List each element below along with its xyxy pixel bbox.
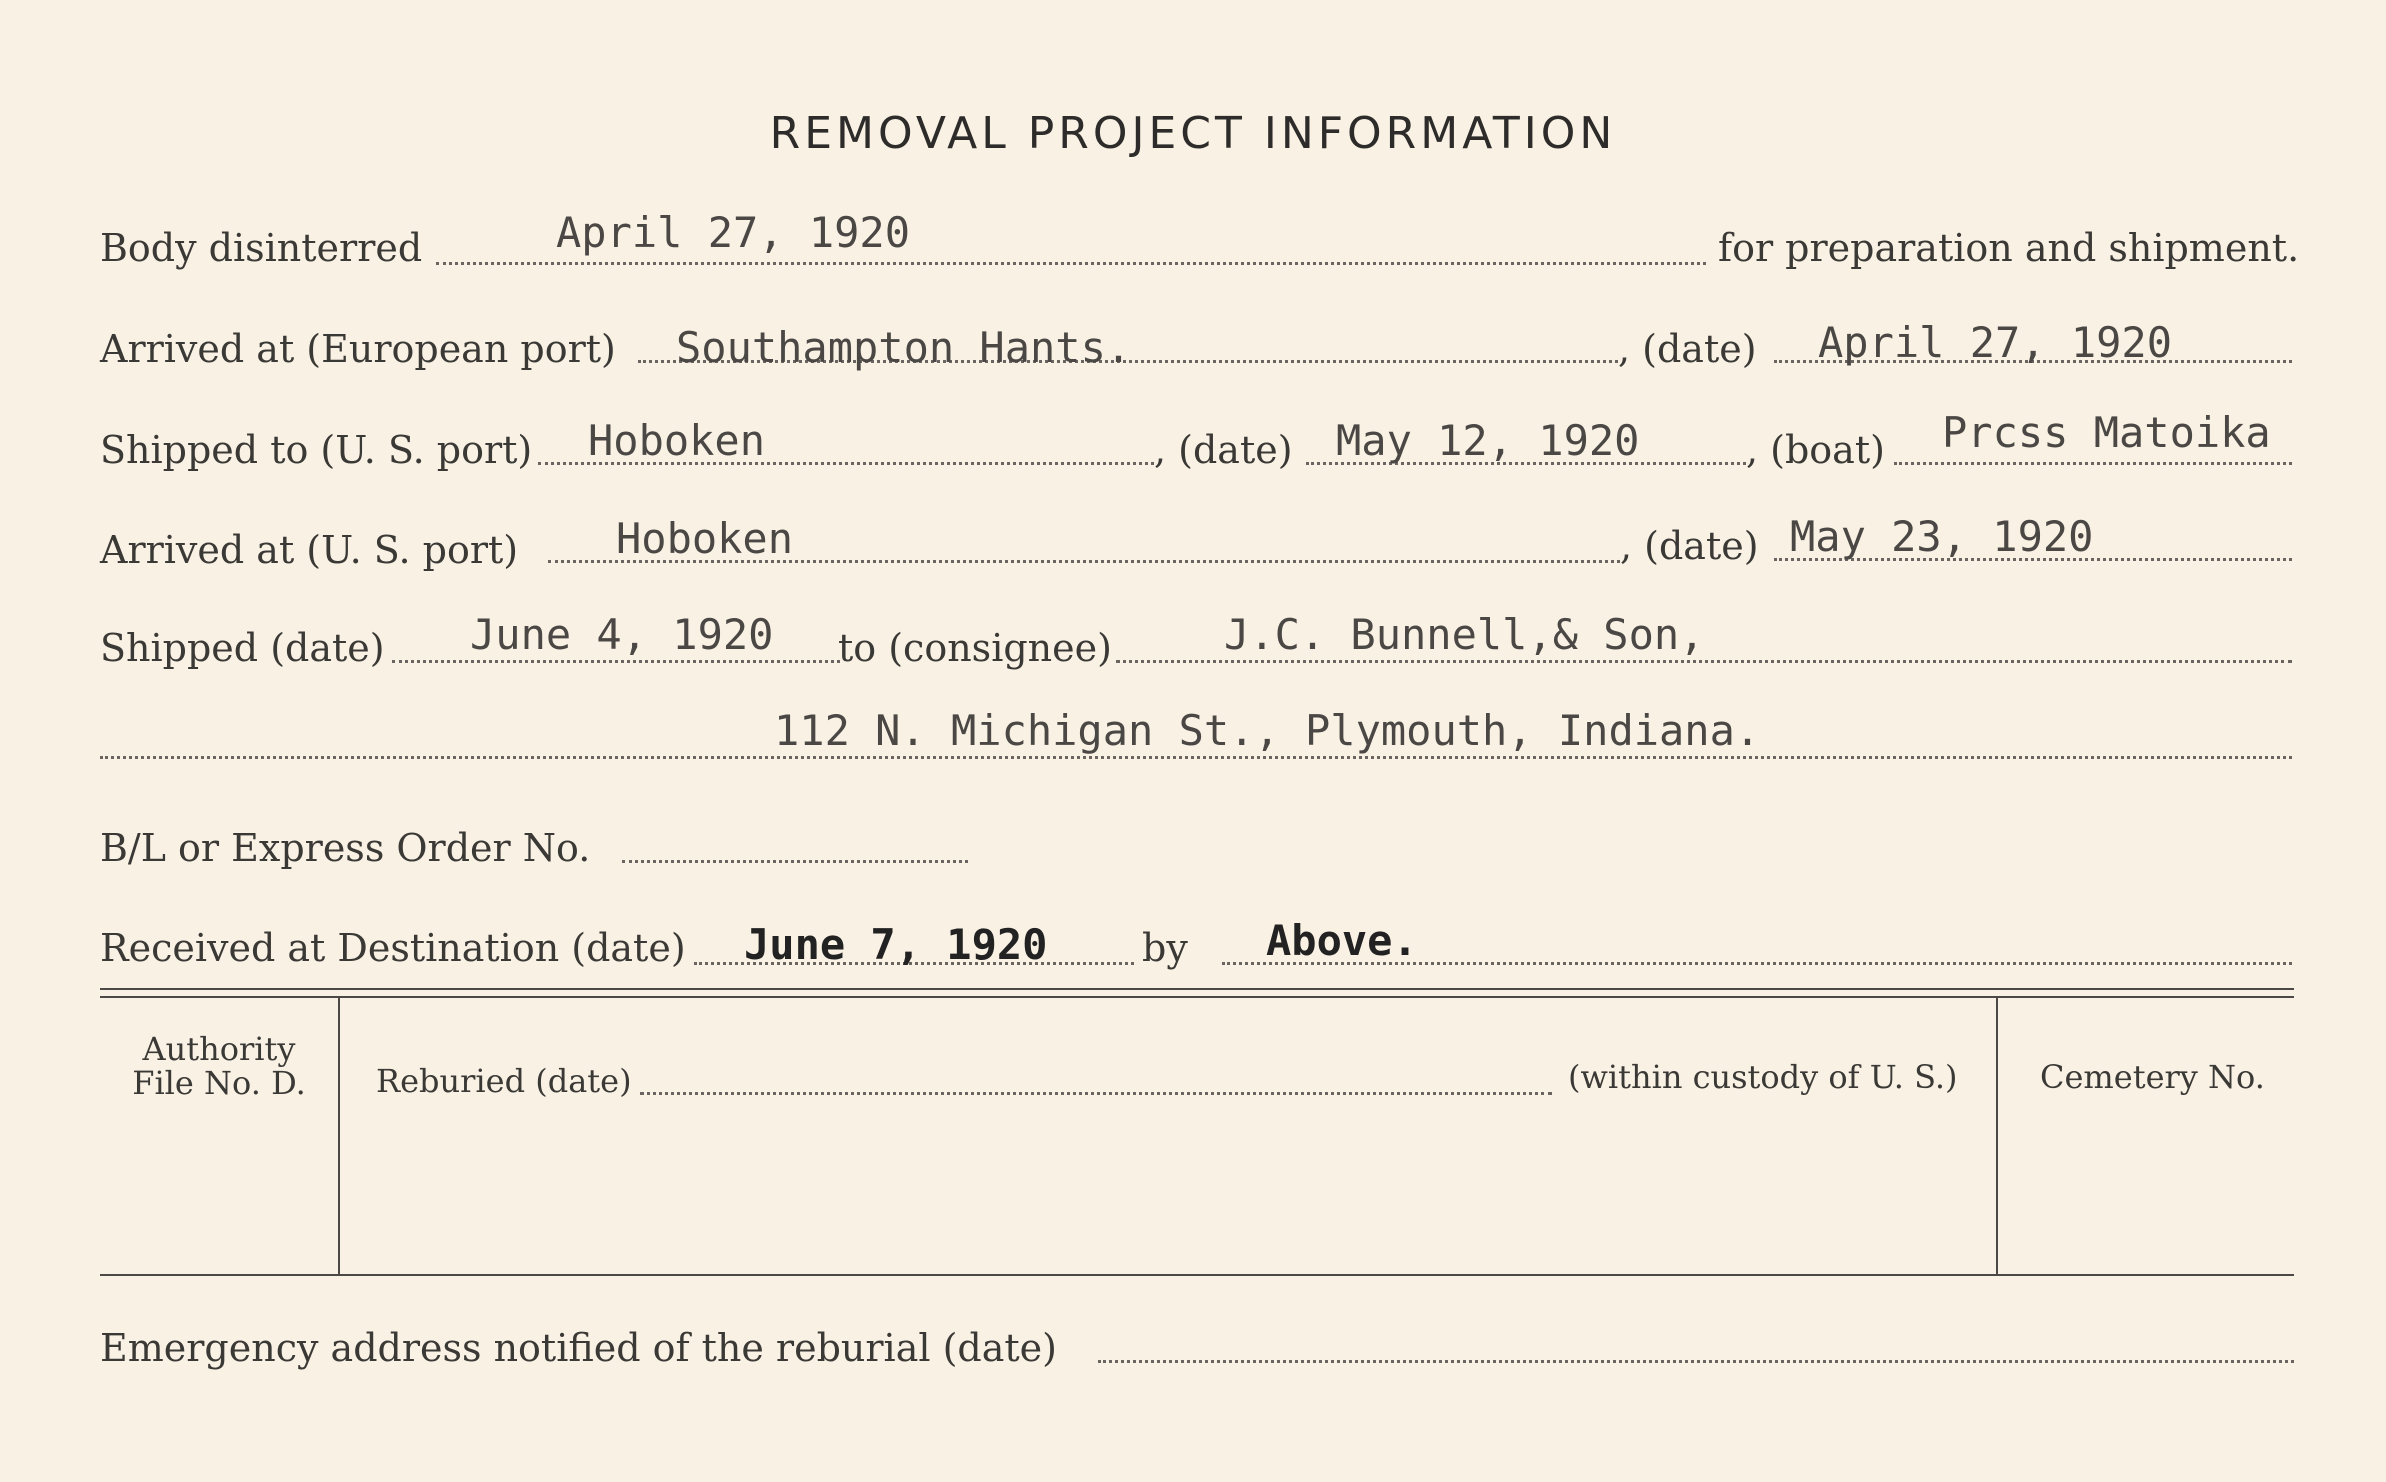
shipped-us-boat-line — [1894, 462, 2292, 465]
consignee-value: J.C. Bunnell,& Son, — [1224, 610, 1705, 659]
box-top-rule-2 — [100, 996, 2294, 998]
received-by-label: by — [1142, 926, 1188, 970]
arrived-us-value: Hoboken — [616, 514, 794, 563]
custody-label: (within custody of U. S.) — [1568, 1058, 1958, 1096]
shipped-us-value: Hoboken — [588, 416, 766, 465]
shipped-us-boat-label: , (boat) — [1746, 428, 1885, 472]
arrived-us-date-value: May 23, 1920 — [1790, 512, 2094, 561]
bl-label: B/L or Express Order No. — [100, 826, 591, 870]
box-divider-left — [338, 996, 340, 1274]
bl-line — [622, 860, 968, 863]
box-top-rule-1 — [100, 988, 2294, 990]
shipped-us-date-label: , (date) — [1154, 428, 1293, 472]
shipped-date-line — [392, 660, 840, 663]
shipped-date-value: June 4, 1920 — [470, 610, 774, 659]
arrived-eu-value: Southampton Hants. — [676, 323, 1132, 372]
received-value: June 7, 1920 — [744, 920, 1048, 969]
box-bottom-rule — [100, 1274, 2294, 1276]
body-disinterred-value: April 27, 1920 — [556, 208, 911, 257]
reburied-label: Reburied (date) — [376, 1062, 632, 1100]
arrived-eu-date-label: , (date) — [1618, 327, 1757, 371]
received-label: Received at Destination (date) — [100, 926, 686, 970]
emergency-label: Emergency address notified of the reburial (date) — [100, 1326, 1057, 1370]
body-disinterred-label: Body disinterred — [100, 226, 423, 270]
received-by-value: Above. — [1266, 916, 1418, 965]
consignee-line — [1116, 660, 2292, 663]
arrived-eu-date-value: April 27, 1920 — [1818, 318, 2173, 367]
consignee-address: 112 N. Michigan St., Plymouth, Indiana. — [774, 706, 1761, 755]
authority-label-1: Authority — [142, 1030, 296, 1068]
arrived-us-label: Arrived at (U. S. port) — [100, 528, 519, 572]
cemetery-label: Cemetery No. — [2040, 1058, 2265, 1096]
card-title: REMOVAL PROJECT INFORMATION — [769, 108, 1617, 159]
emergency-line — [1098, 1360, 2294, 1363]
shipped-us-label: Shipped to (U. S. port) — [100, 428, 533, 472]
authority-label-2: File No. D. — [132, 1064, 306, 1102]
shipped-date-label: Shipped (date) — [100, 626, 385, 670]
arrived-us-date-label: , (date) — [1620, 524, 1759, 568]
body-disinterred-suffix: for preparation and shipment. — [1718, 226, 2300, 270]
body-disinterred-line — [436, 262, 1706, 265]
box-divider-right — [1996, 996, 1998, 1274]
consignee-address-line — [100, 756, 2292, 759]
shipped-us-date-value: May 12, 1920 — [1336, 416, 1640, 465]
arrived-eu-label: Arrived at (European port) — [100, 327, 616, 371]
reburied-line — [640, 1092, 1552, 1095]
shipped-us-boat-value: Prcss Matoika — [1942, 408, 2271, 457]
consignee-label: to (consignee) — [838, 626, 1112, 670]
